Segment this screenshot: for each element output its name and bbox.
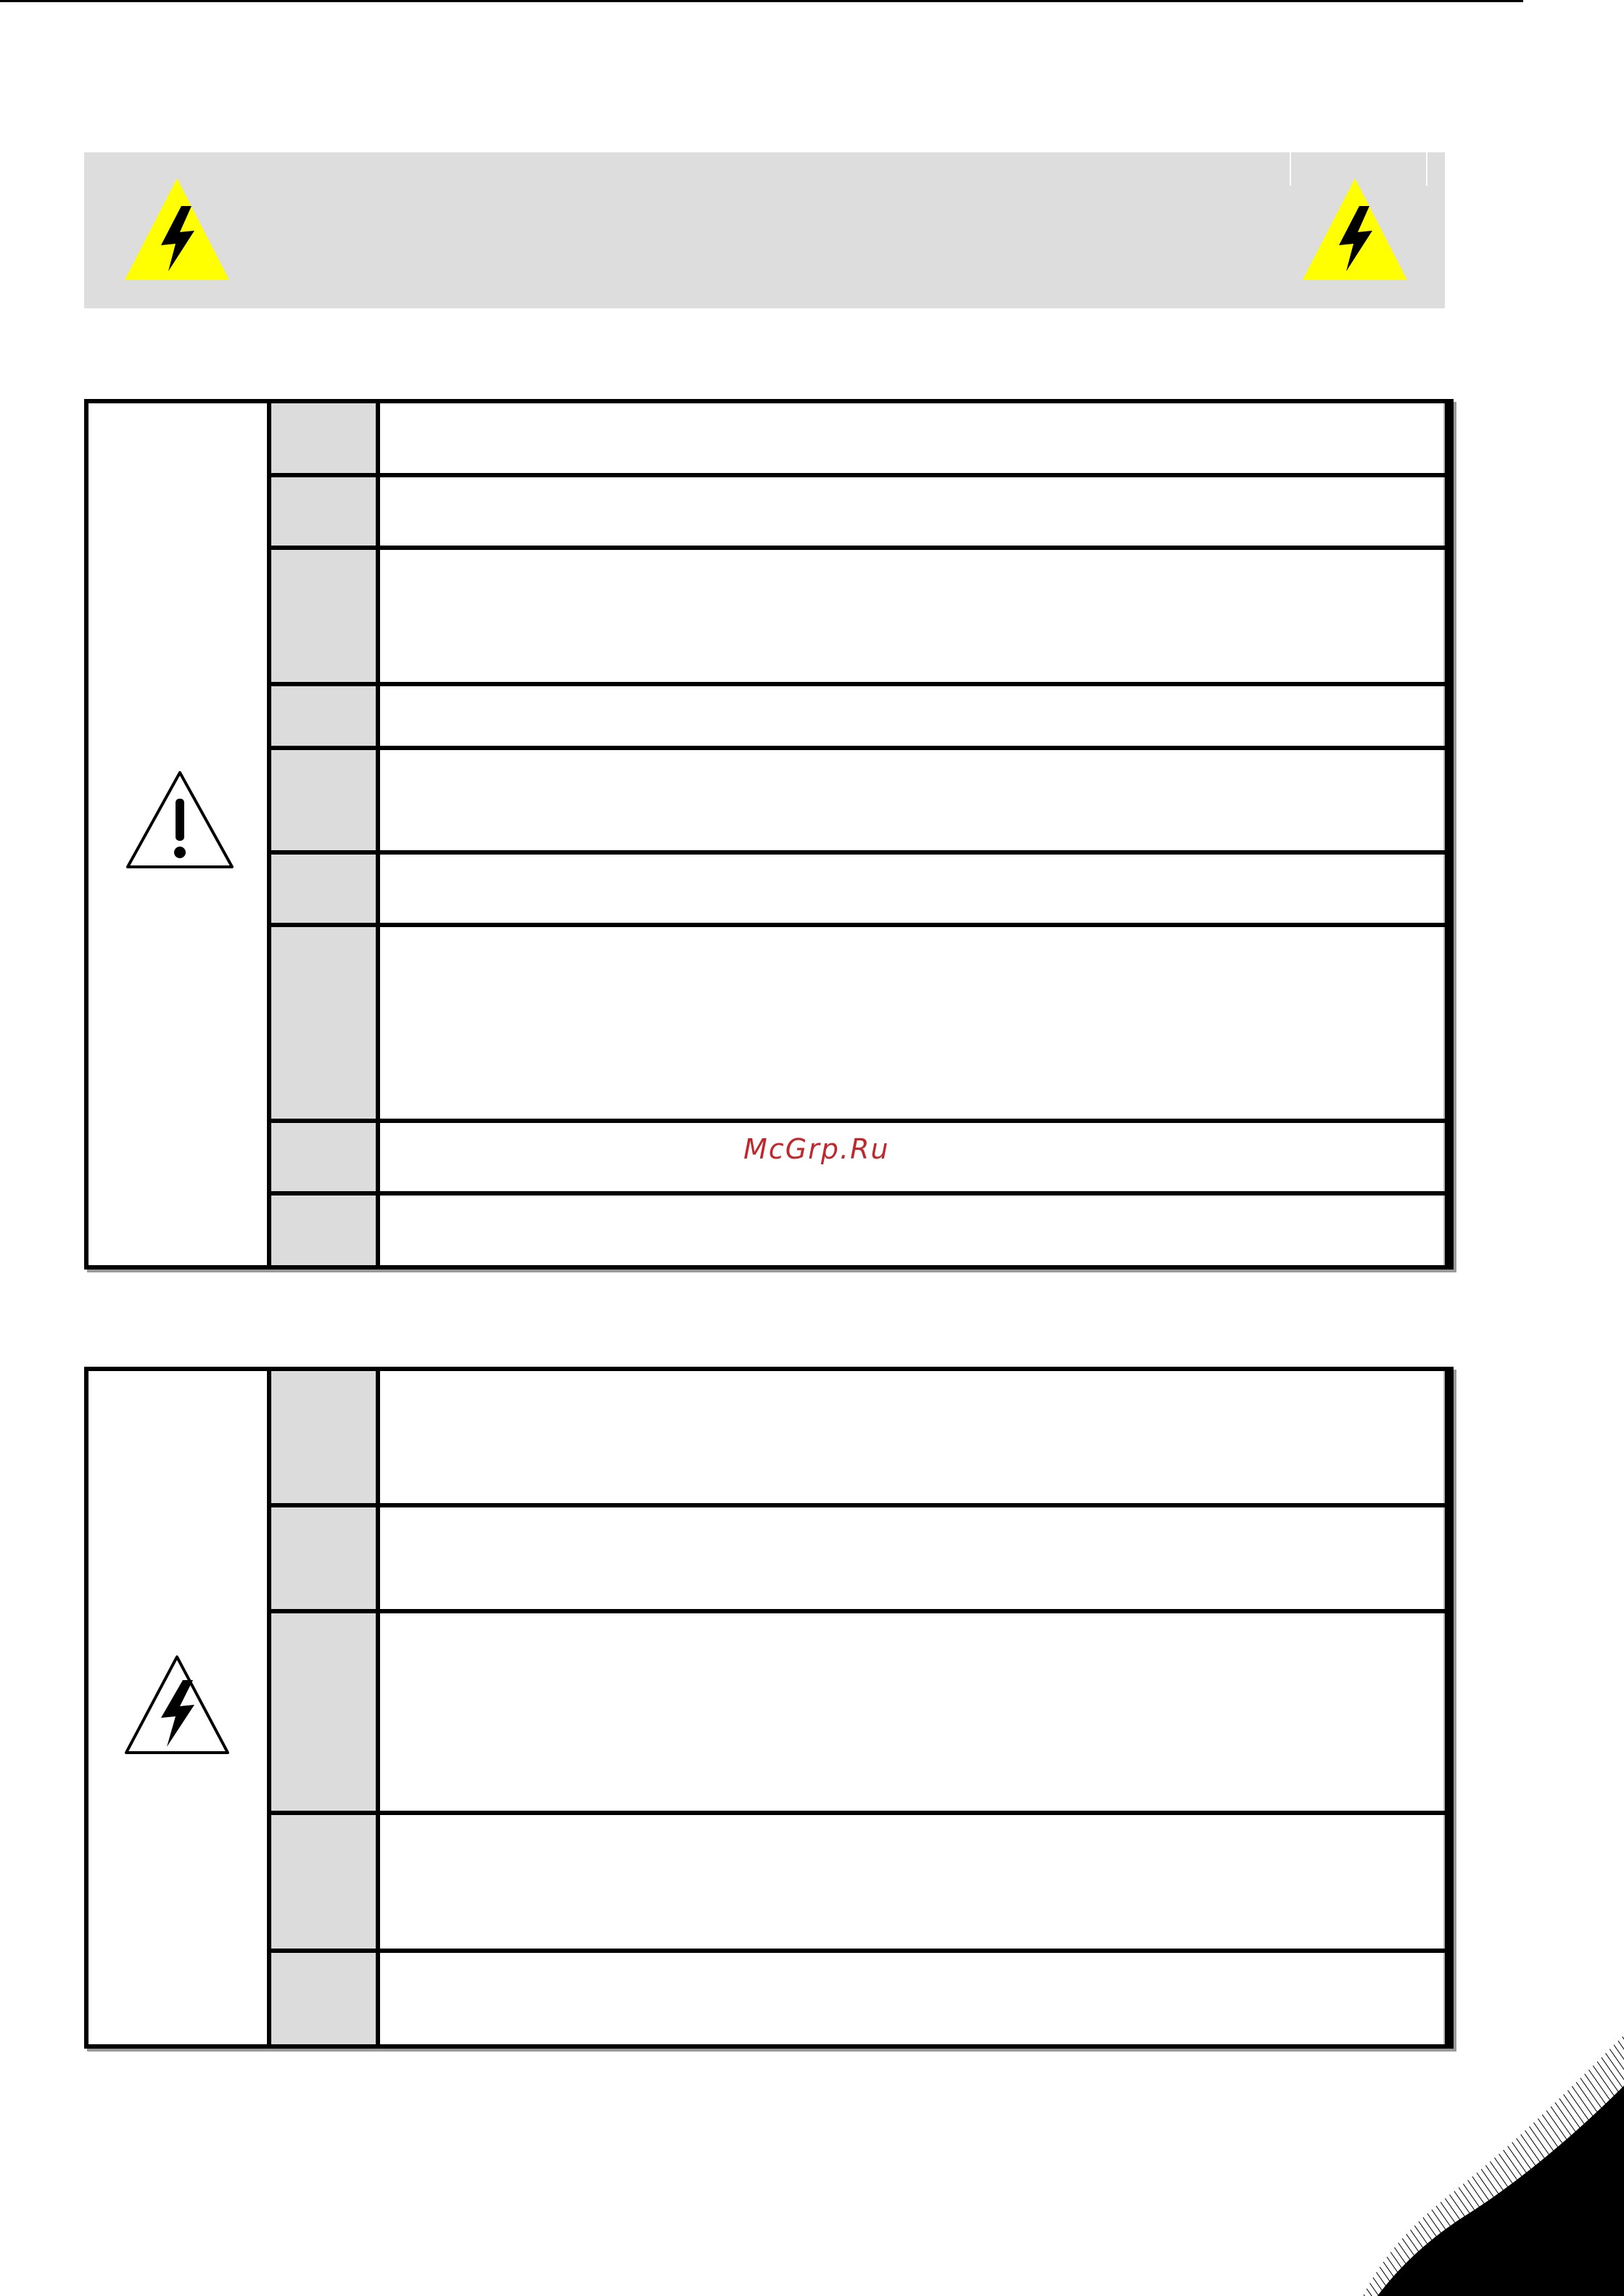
row-text-cell <box>380 1953 1449 2044</box>
row-text-cell <box>380 550 1449 682</box>
row-number-cell <box>271 1613 380 1811</box>
watermark-text: McGrp.Ru <box>743 1133 890 1165</box>
row-number-cell <box>271 477 380 546</box>
row-text-cell <box>380 686 1449 746</box>
caution-icon-column <box>88 403 271 1265</box>
row-number-cell <box>271 1123 380 1191</box>
row-number-cell <box>271 1953 380 2044</box>
table-row <box>271 550 1449 686</box>
row-number-cell <box>271 1507 380 1609</box>
high-voltage-table <box>84 1367 1454 2049</box>
table-row <box>271 927 1449 1123</box>
row-text-cell <box>380 1613 1449 1811</box>
row-number-cell <box>271 1371 380 1503</box>
row-text-cell <box>380 855 1449 923</box>
row-text-cell <box>380 1123 1449 1191</box>
top-rule <box>0 0 1523 2</box>
row-text-cell <box>380 750 1449 850</box>
row-number-cell <box>271 927 380 1119</box>
table-row <box>271 1613 1449 1815</box>
row-number-cell <box>271 550 380 682</box>
high-voltage-outline-icon <box>123 1654 231 1756</box>
banner-divider <box>1426 152 1427 186</box>
table-row <box>271 686 1449 750</box>
row-number-cell <box>271 750 380 850</box>
row-number-cell <box>271 686 380 746</box>
table-row <box>271 1371 1449 1507</box>
table-row <box>271 1815 1449 1953</box>
row-text-cell <box>380 1196 1449 1265</box>
row-text-cell <box>380 927 1449 1119</box>
row-text-cell <box>380 1371 1449 1503</box>
row-number-cell <box>271 855 380 923</box>
table-row <box>271 750 1449 855</box>
table-row <box>271 855 1449 927</box>
row-text-cell <box>380 403 1449 473</box>
row-text-cell <box>380 1507 1449 1609</box>
row-number-cell <box>271 403 380 473</box>
warning-banner <box>84 152 1445 308</box>
row-text-cell <box>380 1815 1449 1949</box>
table-row <box>271 403 1449 477</box>
row-text-cell <box>380 477 1449 546</box>
table-row <box>271 477 1449 550</box>
voltage-icon-column <box>88 1371 271 2044</box>
corner-swoosh-graphic <box>1174 2035 1624 2296</box>
table-row <box>271 1953 1449 2044</box>
table-row <box>271 1196 1449 1265</box>
row-number-cell <box>271 1815 380 1949</box>
row-number-cell <box>271 1196 380 1265</box>
table-row <box>271 1507 1449 1613</box>
exclamation-warning-icon <box>125 770 235 870</box>
banner-divider <box>1290 152 1291 186</box>
high-voltage-warning-icon <box>1303 178 1407 280</box>
high-voltage-warning-icon <box>125 178 229 280</box>
